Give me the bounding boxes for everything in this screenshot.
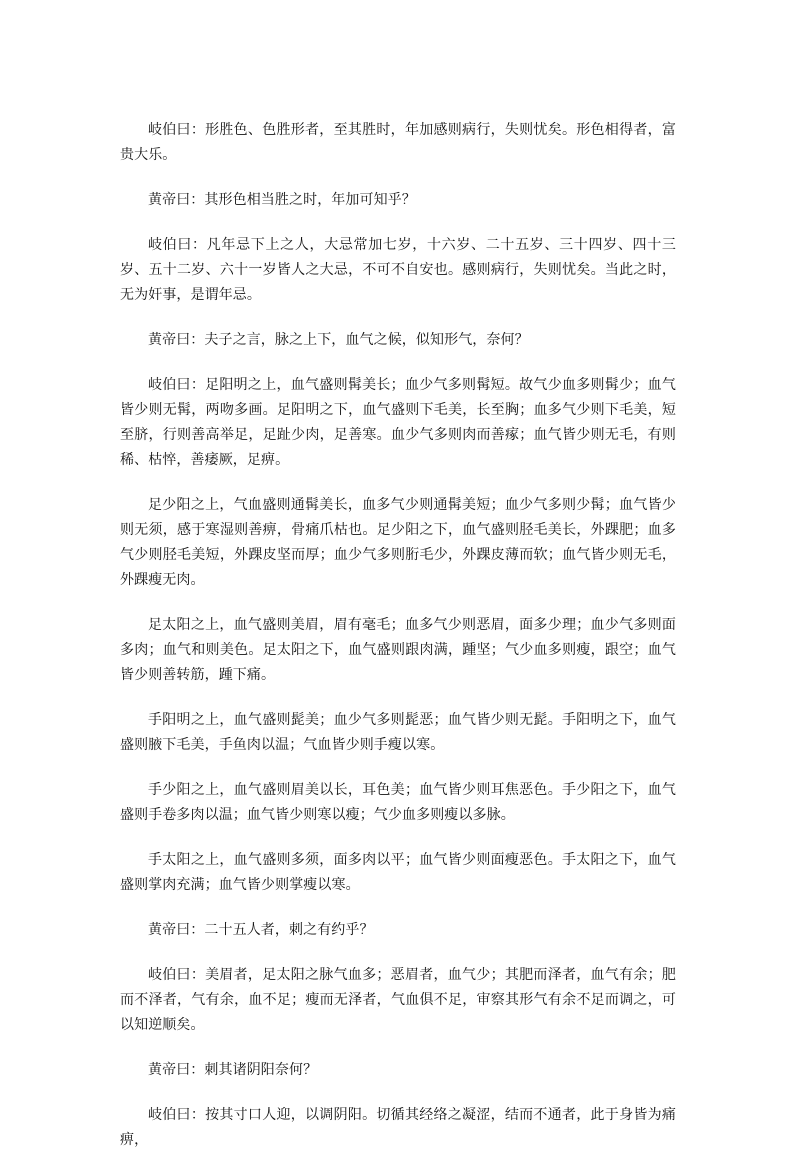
- paragraph-foot-shaoyang: 足少阳之上，气血盛则通髯美长，血多气少则通髯美短；血少气多则少髯；血气皆少则无须，感于寒湿则善痹，骨痛爪枯也。足少阳之下，血气盛则胫毛美长，外踝肥；血多气少则胫毛美短，外踝皮坚而厚；血少气多则胻毛少，外踝皮薄而软；血气皆少则无毛，外踝瘦无肉。: [120, 497, 676, 588]
- paragraph-foot-yangming: 岐伯曰：足阳明之上，血气盛则髯美长；血少气多则髯短。故气少血多则髯少；血气皆少则无髯，两吻多画。足阳明之下，血气盛则下毛美，长至胸；血多气少则下毛美，短至脐，行则善高举足，足趾少肉，足善寒。血少气多则肉而善瘃；血气皆少则无毛，有则稀、枯悴，善痿厥，足痹。: [120, 377, 676, 468]
- paragraph-huangdi-question-pulse: 黄帝曰：夫子之言，脉之上下，血气之候，似知形气，奈何？: [148, 332, 529, 348]
- paragraph-hand-shaoyang: 手少阳之上，血气盛则眉美以长，耳色美；血气皆少则耳焦恶色。手少阳之下，血气盛则手卷多肉以温；血气皆少则寒以瘦；气少血多则瘦以多脉。: [120, 782, 676, 823]
- paragraph-huangdi-question-needling: 黄帝曰：二十五人者，刺之有约乎？: [148, 922, 374, 938]
- paragraph-qibo-form-color: 岐伯曰：形胜色、色胜形者，至其胜时，年加感则病行，失则忧矣。形色相得者，富贵大乐。: [120, 122, 676, 163]
- paragraph-qibo-year-taboo: 岐伯曰：凡年忌下上之人，大忌常加七岁，十六岁、二十五岁、三十四岁、四十三岁、五十二岁、六十一岁皆人之大忌，不可不自安也。感则病行，失则忧矣。当此之时，无为奸事，是谓年忌。: [120, 237, 676, 303]
- paragraph-qibo-pulse-regulation: 岐伯曰：按其寸口人迎，以调阴阳。切循其经络之凝涩，结而不通者，此于身皆为痛痹，: [120, 1107, 676, 1148]
- document-page: [120, 118, 676, 1173]
- paragraph-foot-taiyang: 足太阳之上，血气盛则美眉，眉有毫毛；血多气少则恶眉，面多少理；血少气多则面多肉；血气和则美色。足太阳之下，血气盛则跟肉满，踵坚；气少血多则瘦，跟空；血气皆少则善转筋，踵下痛。: [120, 617, 676, 683]
- paragraph-hand-taiyang: 手太阳之上，血气盛则多须，面多肉以平；血气皆少则面瘦恶色。手太阳之下，血气盛则掌肉充满；血气皆少则掌瘦以寒。: [120, 852, 676, 893]
- paragraph-qibo-eyebrows: 岐伯曰：美眉者，足太阳之脉气血多；恶眉者，血气少；其肥而泽者，血气有余；肥而不泽者，气有余，血不足；瘦而无泽者，气血俱不足，审察其形气有余不足而调之，可以知逆顺矣。: [120, 967, 676, 1033]
- paragraph-huangdi-question-yinyang: 黄帝曰：刺其诸阴阳奈何？: [148, 1062, 318, 1078]
- paragraph-hand-yangming: 手阳明之上，血气盛则髭美；血少气多则髭恶；血气皆少则无髭。手阳明之下，血气盛则腋下毛美，手鱼肉以温；气血皆少则手瘦以寒。: [120, 712, 676, 753]
- paragraph-huangdi-question-year: 黄帝曰：其形色相当胜之时，年加可知乎？: [148, 192, 416, 208]
